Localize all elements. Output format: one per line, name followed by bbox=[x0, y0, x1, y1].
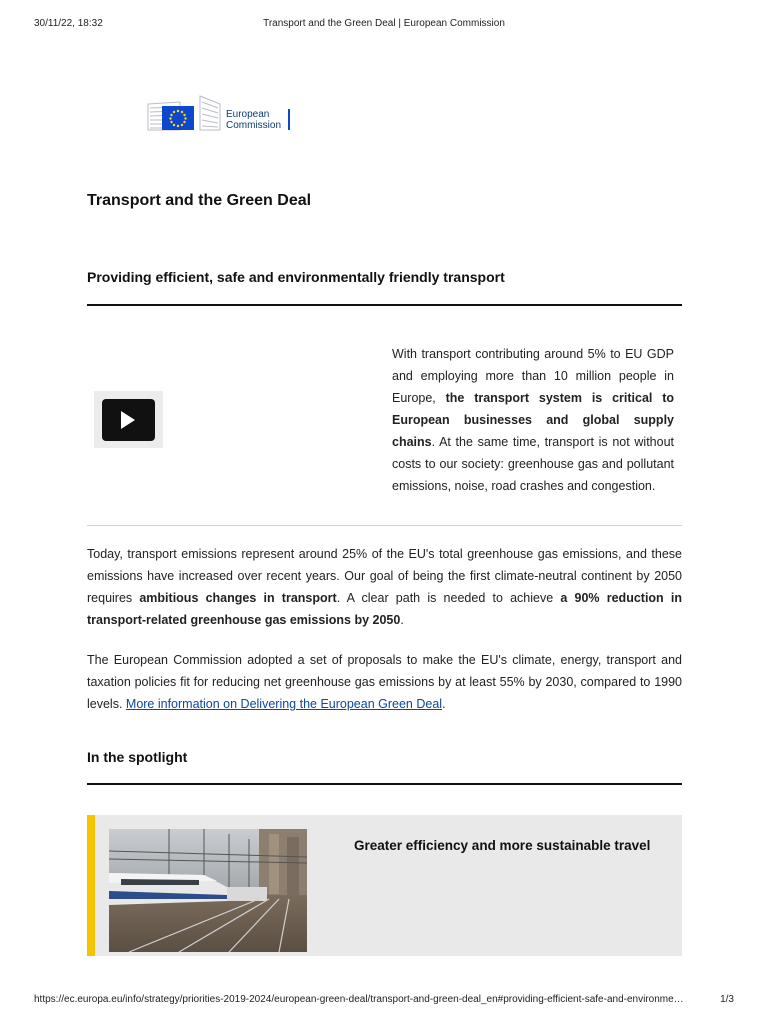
para1-part2: . A clear path is needed to achieve bbox=[336, 591, 561, 605]
spotlight-card-title[interactable]: Greater efficiency and more sustainable travel bbox=[354, 838, 651, 853]
para1-part3: . bbox=[400, 613, 404, 627]
section-title-transport: Providing efficient, safe and environmentally friendly transport bbox=[87, 269, 505, 285]
logo-line-1: European bbox=[226, 109, 270, 120]
paragraph-emissions bbox=[87, 543, 682, 631]
logo-divider bbox=[288, 109, 290, 130]
train-image[interactable] bbox=[109, 829, 307, 952]
print-header bbox=[0, 18, 768, 32]
print-datetime: 30/11/22, 18:32 bbox=[34, 18, 103, 29]
spotlight-divider bbox=[87, 783, 682, 785]
european-commission-logo[interactable] bbox=[146, 94, 296, 132]
section-title-spotlight: In the spotlight bbox=[87, 749, 188, 765]
para2-part1: The European Commission adopted a set of proposals to make the EU's climate, energy, transport and taxation policies fit for reducing net greenhouse gas emissions by at least 55% by 2030, compared to 1990 levels. bbox=[87, 653, 682, 711]
intro-text bbox=[392, 343, 674, 497]
spotlight-card[interactable] bbox=[87, 815, 682, 956]
para1-part1: Today, transport emissions represent around 25% of the EU's total greenhouse gas emissions, and these emissions have increased over recent years. Our goal of being the first climate-neutral continent by 2050 requires bbox=[87, 547, 682, 605]
video-player[interactable] bbox=[94, 391, 163, 448]
para1-bold1: ambitious changes in transport bbox=[139, 591, 337, 605]
para1-bold2: a 90% reduction in transport-related greenhouse gas emissions by 2050 bbox=[87, 591, 682, 627]
intro-divider bbox=[87, 525, 682, 526]
print-doc-title: Transport and the Green Deal | European Commission bbox=[263, 18, 505, 29]
para2-part2: . bbox=[442, 697, 446, 711]
paragraph-proposals bbox=[87, 649, 682, 715]
train-photo-icon bbox=[109, 829, 307, 952]
print-page-number: 1/3 bbox=[720, 994, 734, 1005]
intro-text-part1: With transport contributing around 5% to EU GDP and employing more than 10 million people in Europe, bbox=[392, 347, 674, 405]
intro-text-bold: the transport system is critical to European businesses and global supply chains bbox=[392, 391, 674, 449]
green-deal-link[interactable]: More information on Delivering the European Green Deal bbox=[125, 697, 443, 711]
play-icon bbox=[119, 410, 137, 430]
section-divider bbox=[87, 304, 682, 306]
logo-line-2: Commission bbox=[226, 120, 282, 131]
page-title: Transport and the Green Deal bbox=[87, 192, 312, 209]
ec-emblem-icon bbox=[146, 94, 222, 132]
play-button[interactable] bbox=[102, 399, 155, 441]
intro-text-part2: . At the same time, transport is not without costs to our society: greenhouse gas and pollutant emissions, noise, road crashes and congestion. bbox=[392, 435, 674, 493]
logo-text bbox=[226, 109, 296, 131]
print-url: https://ec.europa.eu/info/strategy/priorities-2019-2024/european-green-deal/transport-and-green-deal_en#providing-efficient-safe-and-environme… bbox=[34, 994, 684, 1005]
spotlight-accent-bar bbox=[87, 815, 95, 956]
print-footer bbox=[0, 994, 768, 1008]
